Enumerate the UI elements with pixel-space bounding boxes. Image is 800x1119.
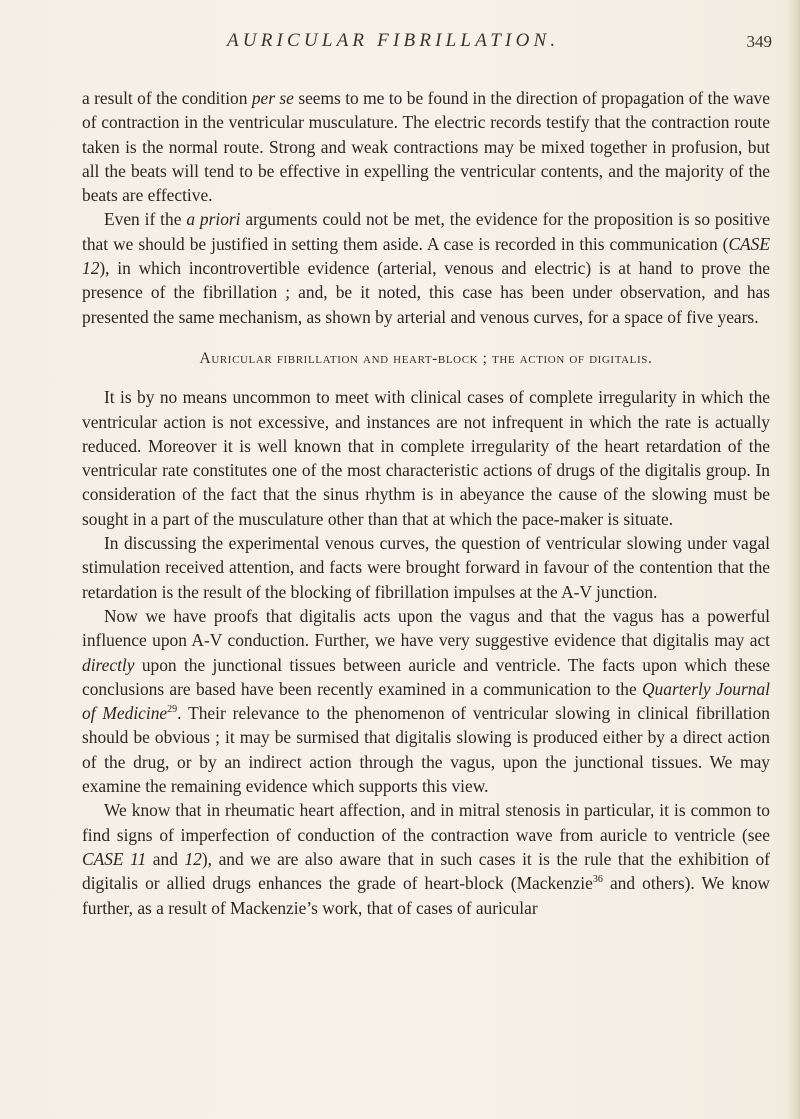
text-run: and xyxy=(146,848,185,869)
paragraph-6 xyxy=(82,798,770,919)
text-run: Even if the xyxy=(104,209,187,230)
page-header xyxy=(82,30,772,58)
body-text xyxy=(82,86,770,920)
running-title: AURICULAR FIBRILLATION. xyxy=(227,30,560,51)
italic-term: directly xyxy=(82,654,135,675)
page-edge-shadow xyxy=(786,0,800,1119)
case-reference: CASE 12 xyxy=(82,233,770,279)
paragraph-4 xyxy=(82,531,770,604)
italic-term: a priori xyxy=(186,209,241,230)
text-run: Now we have proofs that digitalis acts upon the vagus and that the vagus has a powerful influence upon A-V conduction. Further, we have very suggestive evidence that digitalis may act xyxy=(82,605,770,651)
paragraph-2 xyxy=(82,207,770,328)
journal-title: Quarterly Journal of Medicine xyxy=(82,678,770,724)
text-run: . Their relevance to the phenomenon of ventricular slowing in clinical fibrillation should be obvious ; it may be surmised that digitalis slowing is produced either by a direct action of the drug, or by an indirect action through the vagus, upon the junctional tissues. We may examine the remaining evidence which supports this view. xyxy=(82,703,770,797)
paragraph-5 xyxy=(82,604,770,798)
case-reference: 12 xyxy=(184,848,202,869)
text-run: and others). We know further, as a result of Mackenzie’s work, that of cases of auricular xyxy=(82,873,770,918)
text-run: We know that in rheumatic heart affection, and in mitral stenosis in particular, it is common to find signs of imperfection of conduction of the contraction wave from auricle to ventricle (see xyxy=(82,800,770,845)
italic-term: per se xyxy=(251,88,294,108)
text-run: seems to me to be found in the direction of propagation of the wave of contraction in the ventricular musculature. The electric records testify that the contraction route taken is the normal route. Strong and weak contractions may be mixed together in profusion, but all the beats will tend to be effective in expelling the ventricular contents, and the majority of the beats are effective. xyxy=(82,88,770,206)
text-run: a result of the condition xyxy=(82,88,252,108)
reference-number: 36 xyxy=(592,874,603,886)
paragraph-1 xyxy=(82,86,770,207)
text-run: ), in which incontrovertible evidence (arterial, venous and electric) is at hand to prove the presence of the fibrillation ; and, be it noted, this case has been under observation, and has presented the same mechanism, as shown by arterial and venous curves, for a space of five years. xyxy=(82,258,770,327)
reference-number: 29 xyxy=(167,704,178,716)
text-run: ), and we are also aware that in such cases it is the rule that the exhibition of digitalis or allied drugs enhances the grade of heart-block (Mackenzie xyxy=(82,848,770,894)
page-number: 349 xyxy=(746,32,772,51)
text-run: upon the junctional tissues between auricle and ventricle. The facts upon which these conclusions are based have been recently examined in a communication to the xyxy=(82,654,770,699)
case-reference: CASE 11 xyxy=(82,848,147,869)
text-run: In discussing the experimental venous curves, the question of ventricular slowing under vagal stimulation received attention, and facts were brought forward in favour of the contention that the retardation is the result of the blocking of fibrillation impulses at the A-V junction. xyxy=(82,533,770,602)
text-run: arguments could not be met, the evidence for the proposition is so positive that we should be justified in setting them aside. A case is recorded in this communication ( xyxy=(82,209,770,254)
section-heading: Auricular fibrillation and heart-block ; the action of digitalis. xyxy=(199,349,653,367)
text-run: It is by no means uncommon to meet with clinical cases of complete irregularity in which the ventricular action is not excessive, and instances are not infrequent in which the rate is actually reduced. Moreover it is well known that in complete irregularity of the heart retardation of the ventricular rate constitutes one of the most characteristic actions of drugs of the digitalis group. In consideration of the fact that the sinus rhythm is in abeyance the cause of the slowing must be sought in a part of the musculature other than that at which the pace-maker is situate. xyxy=(82,387,770,529)
paragraph-3 xyxy=(82,385,770,531)
